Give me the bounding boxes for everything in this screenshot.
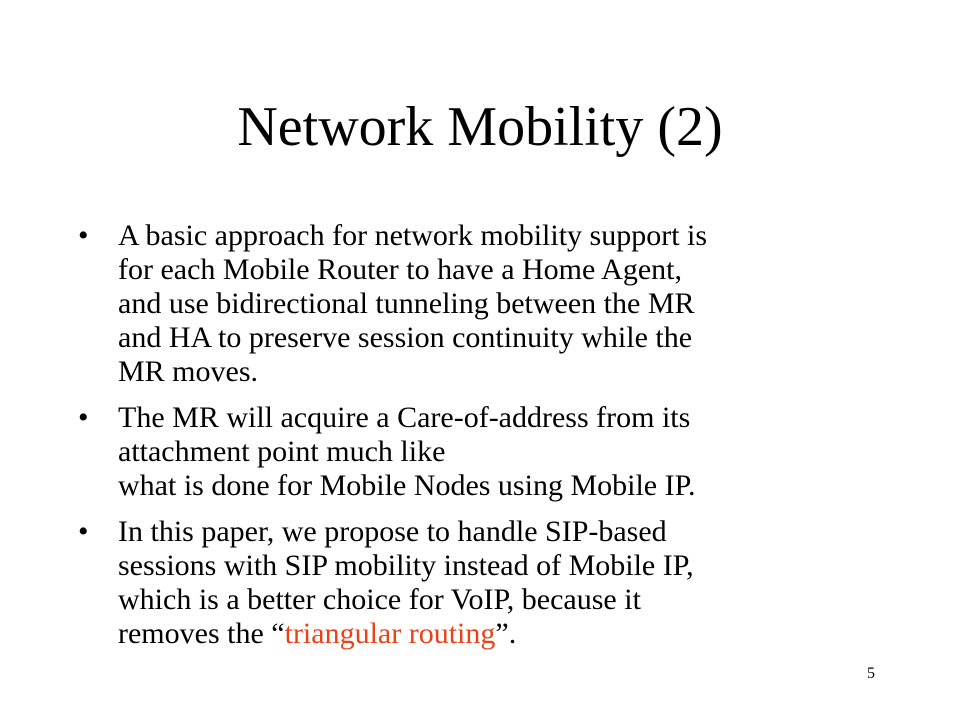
bullet-item bbox=[78, 515, 898, 651]
highlighted-term: triangular routing bbox=[284, 617, 496, 650]
bullet-dot-icon: • bbox=[78, 401, 89, 434]
bullet-line: and use bidirectional tunneling between the MR bbox=[118, 287, 695, 320]
bullet-text-segment: removes the “ bbox=[118, 617, 285, 650]
bullet-item bbox=[78, 219, 898, 389]
bullet-line: In this paper, we propose to handle SIP-based bbox=[118, 515, 667, 548]
bullet-line: A basic approach for network mobility support is bbox=[118, 219, 708, 252]
bullet-line: which is a better choice for VoIP, because it bbox=[118, 583, 641, 616]
bullet-line: attachment point much like bbox=[118, 435, 446, 468]
bullet-line: The MR will acquire a Care-of-address from its bbox=[118, 401, 691, 434]
bullet-line: and HA to preserve session continuity while the bbox=[118, 321, 693, 354]
bullet-line: MR moves. bbox=[118, 355, 259, 388]
bullet-line: for each Mobile Router to have a Home Agent, bbox=[118, 253, 682, 286]
bullet-line-with-highlight bbox=[118, 617, 898, 651]
slide-title: Network Mobility (2) bbox=[237, 96, 723, 158]
bullet-line: sessions with SIP mobility instead of Mobile IP, bbox=[118, 549, 694, 582]
bullet-dot-icon: • bbox=[78, 219, 89, 252]
bullet-list bbox=[78, 219, 898, 663]
bullet-dot-icon: • bbox=[78, 515, 89, 548]
page-number: 5 bbox=[867, 665, 875, 682]
bullet-text-segment: ”. bbox=[495, 617, 517, 650]
bullet-item bbox=[78, 401, 898, 503]
bullet-line: what is done for Mobile Nodes using Mobile IP. bbox=[118, 469, 696, 502]
